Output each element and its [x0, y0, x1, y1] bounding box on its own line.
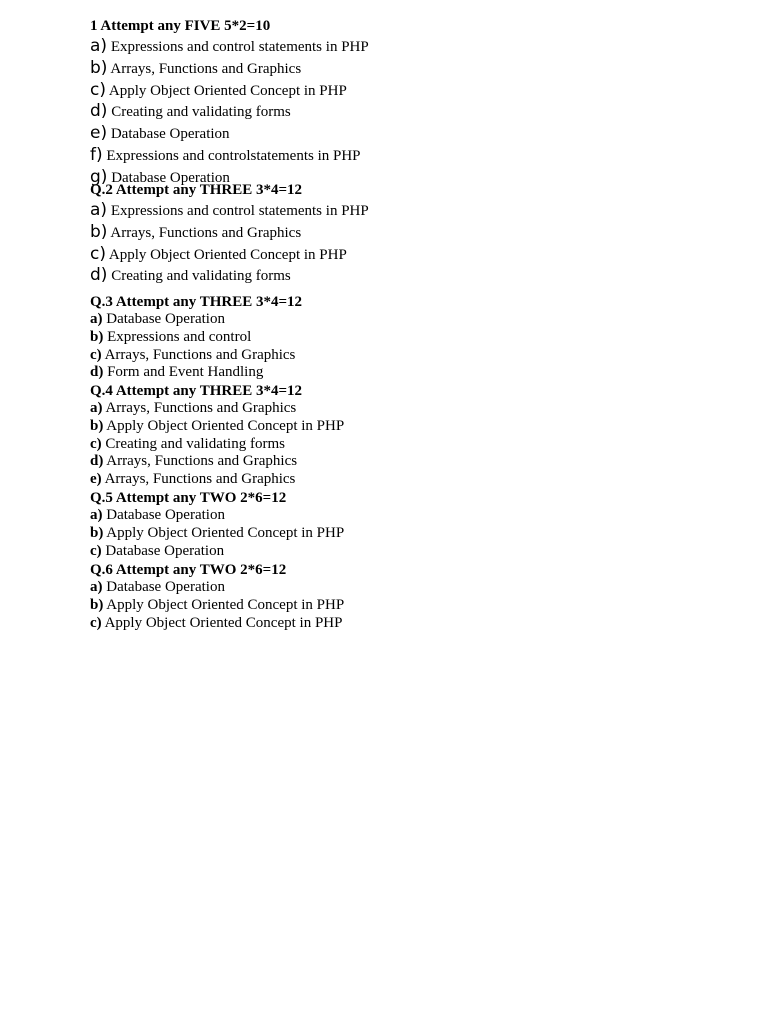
item-text: Apply Object Oriented Concept in PHP: [108, 82, 347, 99]
item-text: Creating and validating forms: [111, 268, 291, 285]
item-text: Apply Object Oriented Concept in PHP: [106, 596, 345, 613]
item-text: Database Operation: [106, 579, 225, 595]
question-item: [90, 597, 710, 615]
question-section-2: [90, 180, 710, 287]
item-text: Arrays, Functions and Graphics: [106, 453, 298, 470]
item-letter: a): [90, 400, 103, 416]
item-letter: c): [90, 346, 102, 363]
item-letter: c): [90, 435, 102, 452]
item-text: Database Operation: [105, 542, 225, 559]
item-text: Apply Object Oriented Concept in PHP: [106, 417, 345, 434]
question-heading: Q.3 Attempt any THREE 3*4=12: [90, 294, 303, 310]
question-heading: Q.5 Attempt any TWO 2*6=12: [90, 490, 287, 506]
item-text: Expressions and control statements in PHP: [110, 203, 369, 219]
question-item: [90, 222, 710, 244]
question-item: [90, 543, 710, 561]
item-text: Arrays, Functions and Graphics: [104, 471, 296, 488]
item-text: Apply Object Oriented Concept in PHP: [108, 246, 347, 263]
item-letter: d): [90, 364, 104, 381]
question-item: [90, 123, 710, 145]
item-letter: e): [90, 471, 102, 488]
item-text: Apply Object Oriented Concept in PHP: [106, 524, 345, 541]
question-heading: Q.6 Attempt any TWO 2*6=12: [90, 562, 287, 578]
question-heading: 1 Attempt any FIVE 5*2=10: [90, 18, 271, 34]
item-letter: c): [90, 243, 106, 264]
item-text: Expressions and controlstatements in PHP: [106, 147, 361, 164]
item-text: Database Operation: [111, 169, 230, 186]
item-letter: d): [90, 453, 104, 470]
item-text: Arrays, Functions and Graphics: [105, 400, 297, 416]
item-letter: a): [90, 311, 103, 327]
item-text: Form and Event Handling: [107, 364, 264, 381]
item-letter: a): [90, 579, 103, 595]
item-letter: a): [90, 36, 108, 56]
item-text: Expressions and control: [107, 328, 252, 345]
question-section-3: [90, 293, 710, 382]
item-text: Apply Object Oriented Concept in PHP: [104, 614, 343, 631]
question-item: [90, 101, 710, 123]
question-section-6: [90, 561, 710, 632]
question-section-5: [90, 489, 710, 560]
question-item: [90, 471, 710, 489]
question-section-1: [90, 16, 710, 189]
item-letter: c): [90, 542, 102, 559]
item-letter: g): [90, 166, 108, 187]
item-text: Database Operation: [106, 311, 225, 327]
question-item: [90, 58, 710, 80]
item-letter: a): [90, 200, 108, 220]
item-letter: b): [90, 221, 108, 242]
item-letter: a): [90, 507, 103, 523]
item-text: Arrays, Functions and Graphics: [110, 224, 302, 241]
question-item: [90, 453, 710, 471]
question-item: [90, 418, 710, 436]
item-text: Arrays, Functions and Graphics: [110, 60, 302, 77]
question-item: [90, 347, 710, 365]
question-item: [90, 145, 710, 167]
item-letter: c): [90, 614, 102, 631]
question-item: [90, 36, 710, 58]
question-item: [90, 311, 710, 329]
question-item: [90, 436, 710, 454]
question-item: [90, 507, 710, 525]
item-letter: b): [90, 417, 104, 434]
item-text: Expressions and control statements in PHP: [110, 39, 369, 55]
item-letter: e): [90, 123, 108, 144]
item-letter: d): [90, 101, 108, 122]
question-item: [90, 265, 710, 287]
item-text: Creating and validating forms: [111, 104, 291, 121]
item-letter: b): [90, 57, 108, 78]
question-item: [90, 579, 710, 597]
item-letter: b): [90, 596, 104, 613]
item-text: Database Operation: [110, 126, 230, 143]
question-item: [90, 244, 710, 266]
question-heading: Q.2 Attempt any THREE 3*4=12: [90, 182, 303, 198]
item-letter: b): [90, 328, 104, 345]
item-text: Database Operation: [106, 507, 225, 523]
item-letter: b): [90, 524, 104, 541]
question-item: [90, 615, 710, 633]
question-item: [90, 200, 710, 222]
question-item: [90, 525, 710, 543]
question-heading: Q.4 Attempt any THREE 3*4=12: [90, 383, 303, 399]
item-letter: c): [90, 79, 106, 100]
question-item: [90, 80, 710, 102]
question-item: [90, 400, 710, 418]
question-item: [90, 329, 710, 347]
item-letter: f): [90, 144, 103, 165]
item-letter: d): [90, 265, 108, 286]
question-item: [90, 364, 710, 382]
question-section-4: [90, 382, 710, 489]
item-text: Arrays, Functions and Graphics: [104, 346, 296, 363]
item-text: Creating and validating forms: [105, 435, 285, 452]
